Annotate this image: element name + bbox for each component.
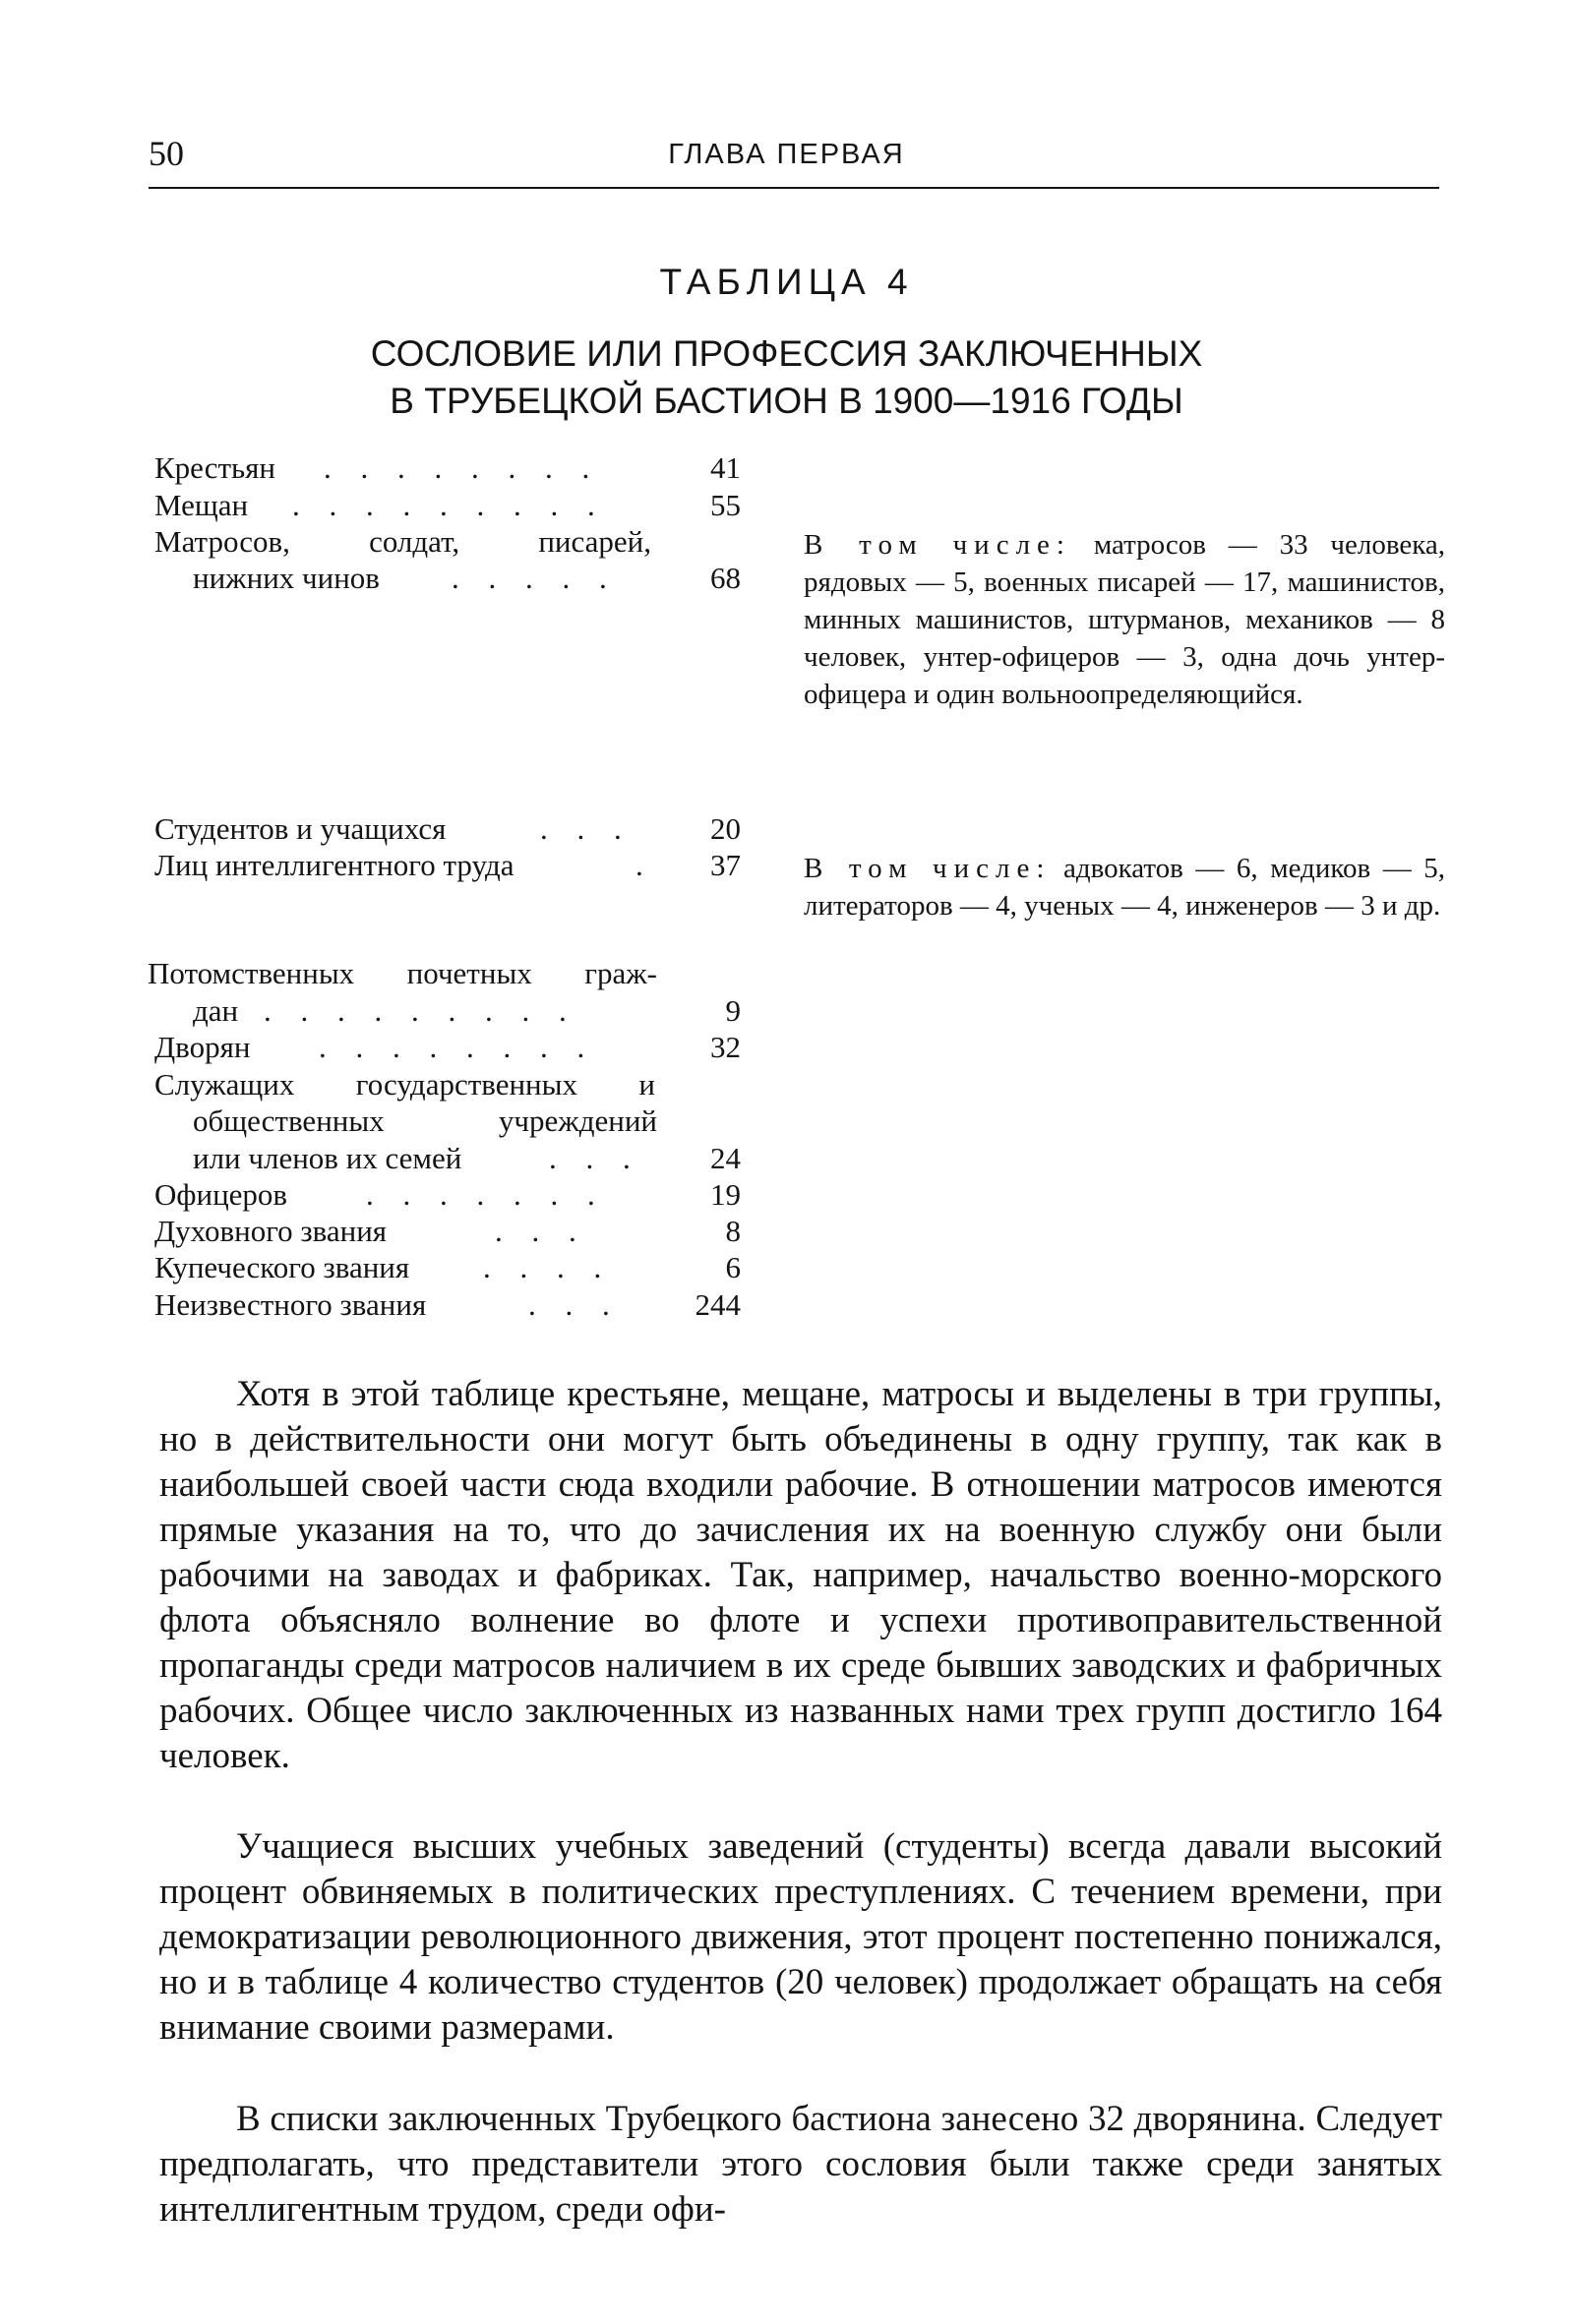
page-number: 50 — [149, 134, 184, 173]
leader-dots: . . . . . . . . . — [292, 488, 606, 522]
paragraph-text: Учащиеся высших учебных заведений (студенты) всегда давали высокий процент обвиняемых в политических преступлениях. С течением времени, при демократизации революционного движения, этот процент постепенно понижался, но и в таблице 4 количество студентов (20 человек) продолжает обращать на себя внимание своими размерами. — [159, 1826, 1442, 2048]
table-title: ТАБЛИЦА 4 — [659, 262, 914, 302]
note-sailors — [804, 526, 1445, 713]
table-subtitle-line2: В ТРУБЕЦКОЙ БАСТИОН В 1900—1916 ГОДЫ — [390, 381, 1183, 421]
leader-dots: . . . — [495, 1214, 587, 1248]
note-sailors-lead: В том числе: — [804, 529, 1071, 561]
body-paragraph-2 — [159, 1824, 1442, 2051]
row-label: Офицеров — [154, 1177, 288, 1212]
note-sailors-text: матросов — 33 человека, рядовых — 5, военных писарей — 17, машинистов, минных машинистов, штурманов, механиков — 8 человек, унтер-офицеров — 3, одна дочь унтер-офицера и один вольноопределяющийся. — [804, 529, 1446, 710]
row-label: дан — [193, 993, 239, 1028]
leader-dots: . . . . . . . — [366, 1177, 606, 1212]
row-value: 6 — [725, 1250, 741, 1284]
note-intellectuals-text: адвокатов — 6, медиков — 5, литераторов — 4, ученых — 4, инженеров — 3 и др. — [804, 853, 1445, 922]
row-label: нижних чинов — [193, 561, 380, 595]
leader-dots: . . . . . . . . — [324, 450, 601, 485]
leader-dots: . . . — [528, 1287, 621, 1322]
leader-dots: . . . . . . . . — [319, 1030, 596, 1064]
leader-dots: . — [635, 848, 654, 882]
body-paragraph-1 — [159, 1372, 1442, 1779]
note-intellectuals-lead: В том числе: — [804, 853, 1052, 884]
leader-dots: . . . . . — [452, 561, 618, 595]
row-value: 8 — [725, 1214, 741, 1248]
table-row-intellectuals — [154, 848, 741, 883]
row-value: 24 — [710, 1141, 741, 1175]
table-row-officers — [154, 1177, 741, 1213]
table-row-unknown — [154, 1287, 741, 1323]
row-value: 19 — [710, 1177, 741, 1212]
table-row-nobles — [154, 1030, 741, 1065]
header-rule — [149, 187, 1439, 189]
table-row-merchants — [154, 1250, 741, 1285]
row-value: 68 — [710, 561, 741, 595]
table-row-townspeople — [154, 488, 741, 523]
table-subtitle — [0, 330, 1573, 425]
row-value: 32 — [710, 1030, 741, 1064]
row-label: Купеческого звания — [154, 1250, 410, 1284]
table-row-citizens-line1: Потомственных почетных граж- — [148, 956, 657, 990]
table-subtitle-line1: СОСЛОВИЕ ИЛИ ПРОФЕССИЯ ЗАКЛЮЧЕННЫХ — [370, 333, 1203, 374]
row-label: Лиц интеллигентного труда — [154, 848, 514, 882]
paragraph-text: В списки заключенных Трубецкого бастиона занесено 32 дворянина. Следует предполагать, что представители этого сословия были также среди занятых интеллигентным трудом, среди офи- — [159, 2099, 1442, 2230]
leader-dots: . . . . . . . . . — [264, 993, 577, 1028]
body-paragraph-3 — [159, 2097, 1442, 2233]
leader-dots: . . . . — [483, 1250, 613, 1284]
row-label: Мещан — [154, 488, 249, 522]
row-value: 41 — [710, 450, 741, 485]
row-value: 9 — [725, 993, 741, 1028]
table-row-officials — [193, 1141, 741, 1176]
table-row-peasants — [154, 450, 741, 486]
row-value: 37 — [710, 848, 741, 882]
leader-dots: . . . — [540, 811, 633, 846]
table-row-officials-line2: общественных учреждений — [193, 1103, 657, 1138]
running-head: ГЛАВА ПЕРВАЯ — [668, 139, 905, 170]
leader-dots: . . . — [549, 1141, 641, 1175]
table-row-officials-line1: Служащих государственных и — [154, 1067, 655, 1102]
row-label: или членов их семей — [193, 1141, 462, 1175]
row-label: Студентов и учащихся — [154, 811, 447, 846]
row-value: 244 — [695, 1287, 741, 1322]
row-label: Духовного звания — [154, 1214, 388, 1248]
table-row-sailors — [193, 561, 741, 596]
table-row-clergy — [154, 1214, 741, 1249]
table-row-citizens — [193, 993, 741, 1029]
table-row-sailors-line1: Матросов, солдат, писарей, — [154, 524, 651, 559]
note-intellectuals — [804, 850, 1445, 924]
row-label: Неизвестного звания — [154, 1287, 427, 1322]
row-value: 20 — [710, 811, 741, 846]
row-label: Крестьян — [154, 450, 276, 485]
row-label: Дворян — [154, 1030, 251, 1064]
paragraph-text: Хотя в этой таблице крестьяне, мещане, матросы и выделены в три группы, но в действительности они могут быть объединены в одну группу, так как в наибольшей своей части сюда входили рабочие. В отношении матросов имеются прямые указания на то, что до зачисления их на военную службу они были рабочими на заводах и фабриках. Так, например, начальство военно-морского флота объясняло волнение во флоте и успехи противоправительственной пропаганды среди матросов наличием в их среде бывших заводских и фабричных рабочих. Общее число заключенных из названных нами трех групп достигло 164 человек. — [159, 1374, 1442, 1776]
table-row-students — [154, 811, 741, 847]
row-value: 55 — [710, 488, 741, 522]
